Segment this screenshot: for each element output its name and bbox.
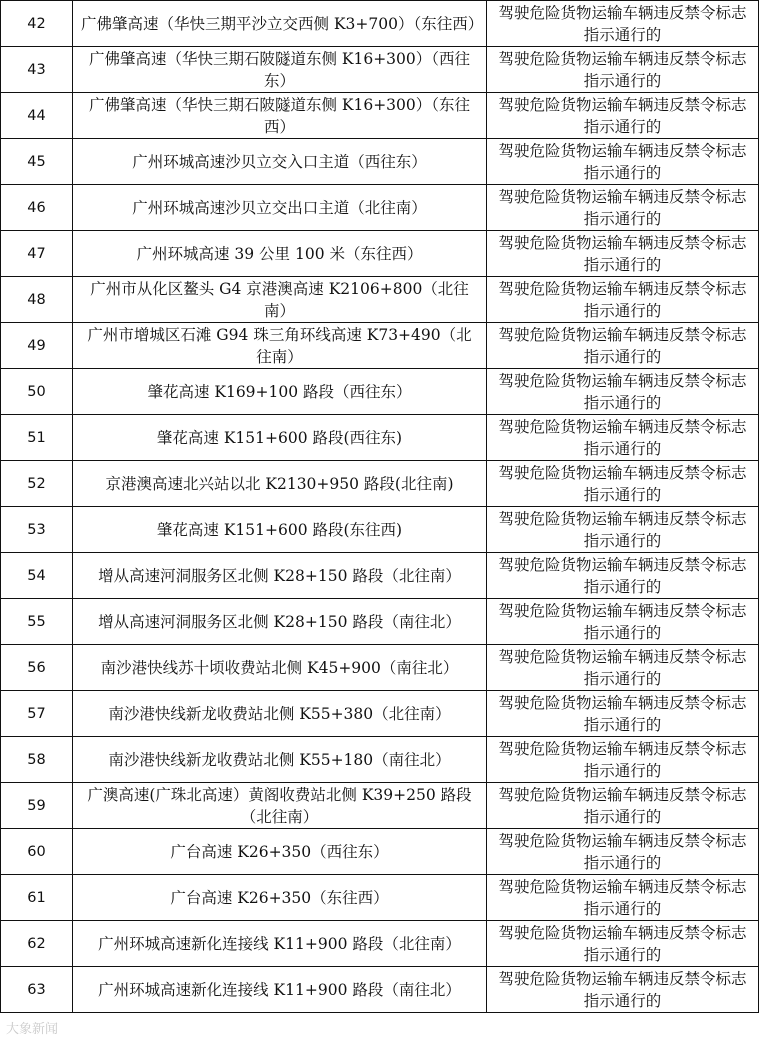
location-cell: 广佛肇高速（华快三期石陂隧道东侧 K16+300）（东往西） <box>73 93 487 139</box>
violation-cell: 驾驶危险货物运输车辆违反禁令标志指示通行的 <box>487 231 759 277</box>
table-row <box>1 323 759 369</box>
table-row <box>1 369 759 415</box>
location-cell: 广佛肇高速（华快三期平沙立交西侧 K3+700）（东往西） <box>73 1 487 47</box>
row-number: 58 <box>1 737 73 783</box>
row-number: 55 <box>1 599 73 645</box>
violation-cell: 驾驶危险货物运输车辆违反禁令标志指示通行的 <box>487 415 759 461</box>
table-row <box>1 139 759 185</box>
location-cell: 肇花高速 K151+600 路段(西往东) <box>73 415 487 461</box>
location-cell: 广佛肇高速（华快三期石陂隧道东侧 K16+300）（西往东） <box>73 47 487 93</box>
row-number: 50 <box>1 369 73 415</box>
table-row <box>1 93 759 139</box>
location-cell: 京港澳高速北兴站以北 K2130+950 路段(北往南) <box>73 461 487 507</box>
location-cell: 广州环城高速 39 公里 100 米（东往西） <box>73 231 487 277</box>
table-row <box>1 553 759 599</box>
table-row <box>1 1 759 47</box>
violation-cell: 驾驶危险货物运输车辆违反禁令标志指示通行的 <box>487 783 759 829</box>
row-number: 62 <box>1 921 73 967</box>
table-row <box>1 415 759 461</box>
row-number: 54 <box>1 553 73 599</box>
row-number: 61 <box>1 875 73 921</box>
table-body <box>1 1 759 1013</box>
table-row <box>1 783 759 829</box>
violation-cell: 驾驶危险货物运输车辆违反禁令标志指示通行的 <box>487 737 759 783</box>
table-row <box>1 691 759 737</box>
row-number: 59 <box>1 783 73 829</box>
violation-cell: 驾驶危险货物运输车辆违反禁令标志指示通行的 <box>487 875 759 921</box>
location-cell: 增从高速河洞服务区北侧 K28+150 路段（北往南） <box>73 553 487 599</box>
violation-cell: 驾驶危险货物运输车辆违反禁令标志指示通行的 <box>487 369 759 415</box>
table-row <box>1 829 759 875</box>
location-cell: 广州市从化区鳌头 G4 京港澳高速 K2106+800（北往南） <box>73 277 487 323</box>
table-row <box>1 507 759 553</box>
row-number: 44 <box>1 93 73 139</box>
violation-cell: 驾驶危险货物运输车辆违反禁令标志指示通行的 <box>487 553 759 599</box>
location-cell: 广澳高速(广珠北高速）黄阁收费站北侧 K39+250 路段（北往南） <box>73 783 487 829</box>
table-row <box>1 967 759 1013</box>
location-cell: 增从高速河洞服务区北侧 K28+150 路段（南往北） <box>73 599 487 645</box>
row-number: 56 <box>1 645 73 691</box>
table-row <box>1 277 759 323</box>
location-cell: 广州环城高速沙贝立交入口主道（西往东） <box>73 139 487 185</box>
location-cell: 广州环城高速新化连接线 K11+900 路段（北往南） <box>73 921 487 967</box>
row-number: 60 <box>1 829 73 875</box>
table-row <box>1 47 759 93</box>
location-cell: 肇花高速 K151+600 路段(东往西) <box>73 507 487 553</box>
location-cell: 广台高速 K26+350（东往西） <box>73 875 487 921</box>
row-number: 57 <box>1 691 73 737</box>
watermark: 大象新闻 <box>6 1022 59 1037</box>
location-cell: 广州环城高速新化连接线 K11+900 路段（南往北） <box>73 967 487 1013</box>
row-number: 48 <box>1 277 73 323</box>
location-cell: 南沙港快线新龙收费站北侧 K55+380（北往南） <box>73 691 487 737</box>
location-cell: 广州环城高速沙贝立交出口主道（北往南） <box>73 185 487 231</box>
location-cell: 广州市增城区石滩 G94 珠三角环线高速 K73+490（北往南） <box>73 323 487 369</box>
row-number: 42 <box>1 1 73 47</box>
violation-cell: 驾驶危险货物运输车辆违反禁令标志指示通行的 <box>487 139 759 185</box>
violation-cell: 驾驶危险货物运输车辆违反禁令标志指示通行的 <box>487 507 759 553</box>
violation-cell: 驾驶危险货物运输车辆违反禁令标志指示通行的 <box>487 277 759 323</box>
row-number: 63 <box>1 967 73 1013</box>
row-number: 45 <box>1 139 73 185</box>
violation-cell: 驾驶危险货物运输车辆违反禁令标志指示通行的 <box>487 599 759 645</box>
violation-cell: 驾驶危险货物运输车辆违反禁令标志指示通行的 <box>487 967 759 1013</box>
location-cell: 肇花高速 K169+100 路段（西往东） <box>73 369 487 415</box>
table-row <box>1 185 759 231</box>
violation-cell: 驾驶危险货物运输车辆违反禁令标志指示通行的 <box>487 829 759 875</box>
violation-cell: 驾驶危险货物运输车辆违反禁令标志指示通行的 <box>487 691 759 737</box>
violation-cell: 驾驶危险货物运输车辆违反禁令标志指示通行的 <box>487 1 759 47</box>
location-cell: 广台高速 K26+350（西往东） <box>73 829 487 875</box>
table-row <box>1 875 759 921</box>
violation-cell: 驾驶危险货物运输车辆违反禁令标志指示通行的 <box>487 921 759 967</box>
row-number: 43 <box>1 47 73 93</box>
violation-cell: 驾驶危险货物运输车辆违反禁令标志指示通行的 <box>487 645 759 691</box>
row-number: 51 <box>1 415 73 461</box>
violation-cell: 驾驶危险货物运输车辆违反禁令标志指示通行的 <box>487 47 759 93</box>
violation-cell: 驾驶危险货物运输车辆违反禁令标志指示通行的 <box>487 185 759 231</box>
violation-cell: 驾驶危险货物运输车辆违反禁令标志指示通行的 <box>487 323 759 369</box>
table-row <box>1 921 759 967</box>
row-number: 49 <box>1 323 73 369</box>
row-number: 52 <box>1 461 73 507</box>
row-number: 47 <box>1 231 73 277</box>
table-row <box>1 231 759 277</box>
row-number: 46 <box>1 185 73 231</box>
row-number: 53 <box>1 507 73 553</box>
table-row <box>1 461 759 507</box>
table-row <box>1 599 759 645</box>
table-row <box>1 645 759 691</box>
location-cell: 南沙港快线苏十顷收费站北侧 K45+900（南往北） <box>73 645 487 691</box>
violation-cell: 驾驶危险货物运输车辆违反禁令标志指示通行的 <box>487 461 759 507</box>
violation-cell: 驾驶危险货物运输车辆违反禁令标志指示通行的 <box>487 93 759 139</box>
location-cell: 南沙港快线新龙收费站北侧 K55+180（南往北） <box>73 737 487 783</box>
table-row <box>1 737 759 783</box>
